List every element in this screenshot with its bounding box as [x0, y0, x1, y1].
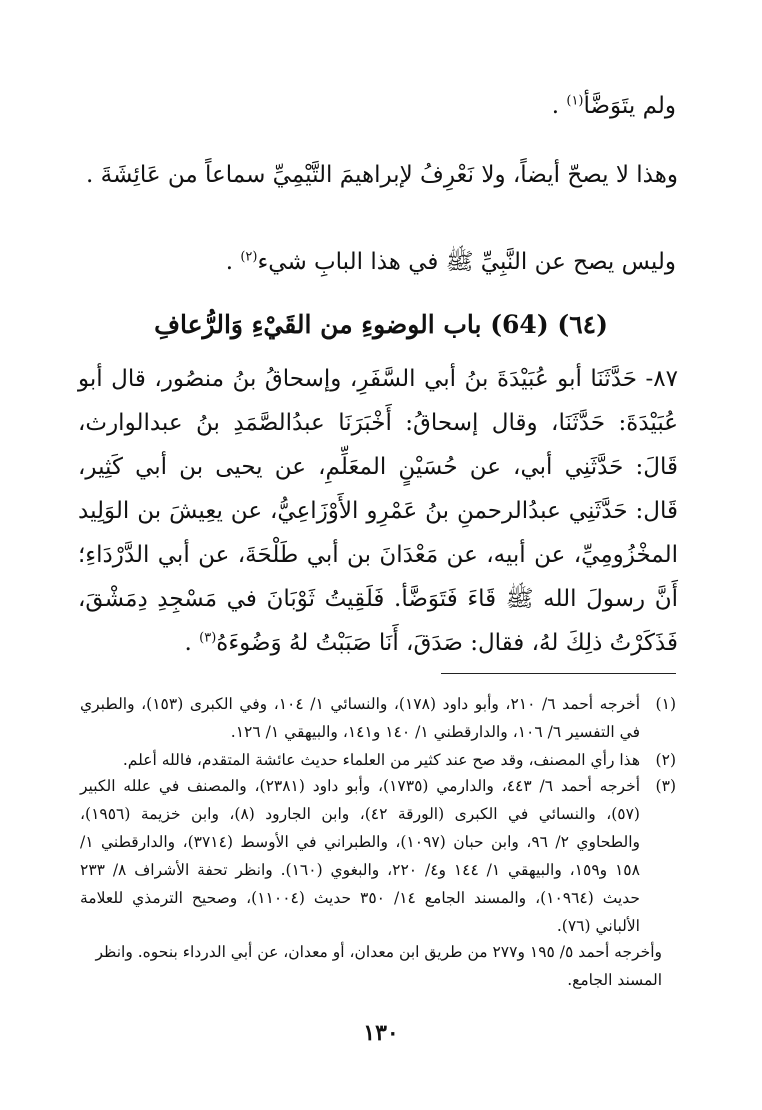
hadith-text: ٨٧- حَدَّثَنَا أبو عُبَيْدَةَ بنُ أبي السَّفَرِ، وإسحاقُ بنُ منصُور، قال أبو عُبَيْدَةَ: حَدَّثَنَا، وقال إسحاقُ: أَخْبَرَنَا عبدُالصَّمَدِ بنُ عبدالوارث، قَالَ: حَدَّثَنِي أبي، عن حُسَيْنٍ المعَلِّمِ، عن يحيى بن أبي كَثِير، قَال: حَدَّثَنِي عبدُالرحمنِ بنُ عَمْرِو الأَوْزَاعِيُّ، عن يعِيشَ بن الوَلِيد المخْزُومِيِّ، عن أبيه، عن مَعْدَانَ بن أبي طَلْحَةَ، عن أبي الدَّرْدَاءِ؛ أَنَّ رسولَ الله ﷺ قَاءَ فَتَوَضَّأ. فَلَقِيتُ ثَوْبَانَ في مَسْجِدِ دِمَشْقَ، فَذَكَرْتُ ذلِكَ لهُ، فقال: صَدَقَ، أَنَا صَبَبْتُ لهُ وَضُوءَهُ — [78, 366, 678, 656]
footnote-3 — [80, 772, 676, 940]
text-line-1 — [86, 84, 676, 128]
line-3-text: وليس يصح عن النَّبِيِّ ﷺ في هذا البابِ شيء — [257, 249, 676, 275]
footnote-ref-2[interactable]: (٢) — [240, 249, 258, 265]
footnote-2-number: (٢) — [655, 751, 676, 769]
hadith-tail: . — [184, 630, 200, 656]
footnote-3-text: أخرجه أحمد ٦/ ٤٤٣، والدارمي (١٧٣٥)، وأبو داود (٢٣٨١)، والمصنف في علله الكبير (٥٧)، والنسائي في الكبرى (الورقة ٤٢)، وابن الجارود (٨)، وابن خزيمة (١٩٥٦)، والطحاوي ٢/ ٩٦، وابن حبان (١٠٩٧)، والطبراني في الأوسط (٣٧١٤)، والدارقطني ١/ ١٥٨ و١٥٩، والبيهقي ١/ ١٤٤ و٤/ ٢٢٠، والبغوي (١٦٠). وانظر تحفة الأشراف ٨/ ٢٣٣ حديث (١٠٩٦٤)، والمسند الجامع ١٤/ ٣٥٠ حديث (١١٠٠٤)، وصحيح الترمذي للعلامة الألباني (٧٦). — [80, 777, 641, 935]
footnote-1-text: أخرجه أحمد ٦/ ٢١٠، وأبو داود (١٧٨)، والنسائي ١/ ١٠٤، وفي الكبرى (١٥٣)، والطبري في التفسير ٦/ ١٠٦، والدارقطني ١/ ١٤٠ و١٤١، والبيهقي ١/ ١٢٦. — [80, 695, 640, 741]
line-3-tail: . — [225, 249, 241, 275]
page-number: ١٣٠ — [363, 1020, 399, 1046]
footnote-1-number: (١) — [655, 695, 676, 713]
line-1-text: ولم يتَوَضَّأ — [583, 93, 676, 119]
line-1-tail: . — [551, 93, 567, 119]
footnote-continuation: وأخرجه أحمد ٥/ ١٩٥ و٢٧٧ من طريق ابن معدان، أو معدان، عن أبي الدرداء بنحوه. وانظر المسند الجامع. — [95, 943, 662, 989]
chapter-heading: (٦٤) (64) باب الوضوءِ من القَيْءِ وَالرُّعافِ — [154, 310, 608, 339]
footnote-3-number: (٣) — [655, 777, 676, 795]
text-line-3 — [86, 240, 676, 284]
footnote-separator — [441, 673, 676, 674]
footnote-ref-1[interactable]: (١) — [566, 93, 584, 109]
footnote-1 — [80, 690, 676, 746]
footnote-2-text: هذا رأي المصنف، وقد صح عند كثير من العلماء حديث عائشة المتقدم، فالله أعلم. — [122, 751, 640, 769]
footnote-2 — [80, 746, 676, 774]
hadith-paragraph — [78, 357, 678, 665]
paragraph-2: وهذا لا يصحّ أيضاً، ولا نَعْرِفُ لإبراهيمَ التَّيْمِيِّ سماعاً من عَائِشَةَ . — [85, 162, 678, 188]
footnote-ref-3[interactable]: (٣) — [199, 630, 217, 646]
